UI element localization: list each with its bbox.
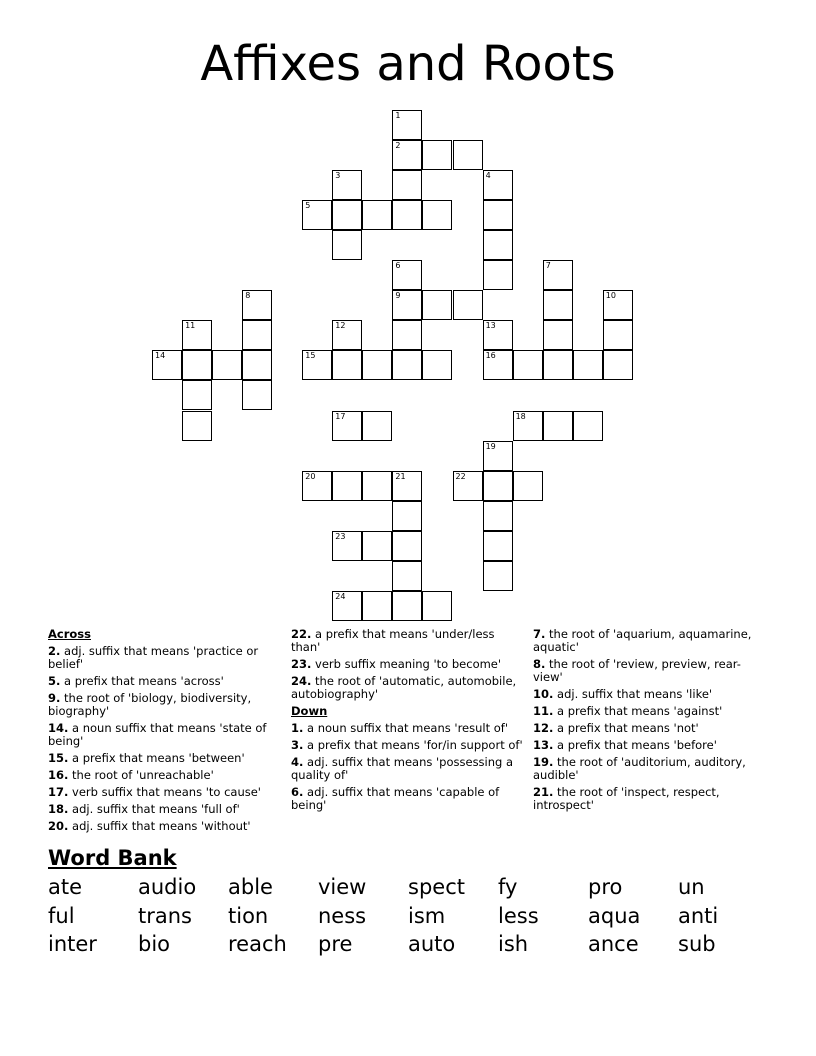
clue-across-23: 23. verb suffix meaning 'to become' [291, 657, 502, 671]
crossword-cell[interactable] [483, 320, 513, 350]
word-bank-item: reach [228, 932, 287, 956]
down-heading: Down [291, 704, 328, 718]
clue-number: 23 [335, 531, 346, 541]
word-bank-item: auto [408, 932, 456, 956]
crossword-cell[interactable] [332, 411, 362, 441]
crossword-cell[interactable] [392, 501, 422, 531]
clue-across-15: 15. a prefix that means 'between' [48, 751, 245, 765]
clues-column-1 [48, 628, 280, 837]
clue-number: 22 [455, 471, 466, 481]
clue-number: 17 [335, 411, 346, 421]
word-bank-item: un [678, 875, 705, 899]
crossword-cell[interactable] [362, 411, 392, 441]
crossword-cell[interactable] [392, 350, 422, 380]
crossword-cell[interactable] [302, 200, 332, 230]
crossword-cell[interactable] [332, 170, 362, 200]
crossword-cell[interactable] [332, 320, 362, 350]
crossword-cell[interactable] [603, 350, 633, 380]
crossword-cell[interactable] [483, 170, 513, 200]
clue-number: 3 [335, 171, 341, 181]
crossword-cell[interactable] [392, 531, 422, 561]
crossword-cell[interactable] [392, 320, 422, 350]
clue-across-2: 2. adj. suffix that means 'practice or belief' [48, 644, 259, 671]
word-bank-title: Word Bank [48, 846, 177, 870]
crossword-cell[interactable] [543, 411, 573, 441]
crossword-cell[interactable] [242, 380, 272, 410]
word-bank-item: spect [408, 875, 465, 899]
crossword-cell[interactable] [453, 290, 483, 320]
clue-down-21: 21. the root of 'inspect, respect, introspect' [533, 785, 720, 812]
clue-down-6: 6. adj. suffix that means 'capable of being' [291, 785, 500, 812]
crossword-cell[interactable] [392, 591, 422, 621]
crossword-cell[interactable] [362, 200, 392, 230]
word-bank-item: ance [588, 932, 639, 956]
clue-number: 6 [395, 261, 401, 271]
clue-across-20: 20. adj. suffix that means 'without' [48, 819, 251, 833]
crossword-cell[interactable] [422, 350, 452, 380]
word-bank [48, 873, 768, 959]
word-bank-item: less [498, 903, 539, 928]
word-bank-item: ness [318, 903, 367, 928]
crossword-cell[interactable] [182, 350, 212, 380]
crossword-cell[interactable] [302, 471, 332, 501]
crossword-cell[interactable] [513, 411, 543, 441]
word-bank-item: sub [678, 932, 716, 956]
crossword-cell[interactable] [392, 200, 422, 230]
word-bank-item: bio [138, 932, 171, 956]
crossword-cell[interactable] [392, 561, 422, 591]
crossword-cell[interactable] [182, 380, 212, 410]
clue-number: 20 [305, 471, 316, 481]
word-bank-item: pre [318, 932, 353, 956]
clue-number: 7 [545, 261, 551, 271]
clue-across-22: 22. a prefix that means 'under/less than' [291, 627, 495, 654]
word-bank-item: fy [498, 875, 518, 899]
page-title: Affixes and Roots [200, 36, 616, 92]
crossword-cell[interactable] [332, 230, 362, 260]
clue-number: 18 [515, 411, 526, 421]
clue-number: 16 [485, 351, 496, 361]
crossword-cell[interactable] [332, 591, 362, 621]
crossword-cell[interactable] [453, 471, 483, 501]
crossword-cell[interactable] [483, 441, 513, 471]
clue-down-8: 8. the root of 'review, preview, rear-view' [533, 657, 741, 684]
clue-across-16: 16. the root of 'unreachable' [48, 768, 214, 782]
clue-number: 9 [395, 291, 401, 301]
crossword-cell[interactable] [392, 170, 422, 200]
crossword-cell[interactable] [483, 260, 513, 290]
word-bank-item: anti [678, 903, 719, 928]
crossword-cell[interactable] [212, 350, 242, 380]
crossword-cell[interactable] [603, 290, 633, 320]
crossword-cell[interactable] [483, 531, 513, 561]
crossword-cell[interactable] [182, 411, 212, 441]
clue-number: 5 [305, 201, 311, 211]
crossword-cell[interactable] [543, 350, 573, 380]
clue-down-4: 4. adj. suffix that means 'possessing a quality of' [291, 755, 514, 782]
clue-number: 8 [245, 291, 251, 301]
clue-down-13: 13. a prefix that means 'before' [533, 738, 717, 752]
clue-number: 1 [395, 111, 401, 120]
crossword-cell[interactable] [392, 260, 422, 290]
crossword-cell[interactable] [483, 471, 513, 501]
crossword-cell[interactable] [543, 290, 573, 320]
crossword-cell[interactable] [152, 350, 182, 380]
crossword-cell[interactable] [242, 320, 272, 350]
clue-number: 15 [305, 351, 316, 361]
crossword-cell[interactable] [332, 200, 362, 230]
crossword-cell[interactable] [543, 260, 573, 290]
across-heading: Across [48, 627, 91, 641]
crossword-cell[interactable] [543, 320, 573, 350]
crossword-cell[interactable] [332, 471, 362, 501]
clue-number: 21 [395, 471, 406, 481]
crossword-cell[interactable] [603, 320, 633, 350]
crossword-cell[interactable] [422, 290, 452, 320]
word-bank-item: able [228, 875, 273, 899]
crossword-cell[interactable] [362, 471, 392, 501]
clue-across-24: 24. the root of 'automatic, automobile, autobiography' [291, 674, 517, 701]
clue-number: 24 [335, 591, 346, 601]
crossword-cell[interactable] [422, 591, 452, 621]
crossword-cell[interactable] [513, 350, 543, 380]
clue-down-7: 7. the root of 'aquarium, aquamarine, aquatic' [533, 627, 752, 654]
crossword-cell[interactable] [362, 531, 392, 561]
clue-down-1: 1. a noun suffix that means 'result of' [291, 721, 509, 735]
clue-across-9: 9. the root of 'biology, biodiversity, biography' [48, 691, 252, 718]
crossword-cell[interactable] [422, 200, 452, 230]
crossword-cell[interactable] [483, 501, 513, 531]
clue-down-11: 11. a prefix that means 'against' [533, 704, 723, 718]
clue-down-10: 10. adj. suffix that means 'like' [533, 687, 713, 701]
clue-down-19: 19. the root of 'auditorium, auditory, audible' [533, 755, 746, 782]
clue-down-3: 3. a prefix that means 'for/in support of' [291, 738, 523, 752]
crossword-cell[interactable] [573, 350, 603, 380]
clue-number: 4 [485, 171, 491, 181]
clues-column-2 [291, 628, 523, 816]
clue-number: 19 [485, 441, 496, 451]
word-bank-item: ate [48, 875, 83, 899]
clue-across-18: 18. adj. suffix that means 'full of' [48, 802, 240, 816]
word-bank-item: ish [498, 932, 529, 956]
crossword-cell[interactable] [242, 350, 272, 380]
clue-across-17: 17. verb suffix that means 'to cause' [48, 785, 261, 799]
crossword-cell[interactable] [513, 471, 543, 501]
clue-number: 14 [155, 351, 166, 361]
clue-down-12: 12. a prefix that means 'not' [533, 721, 699, 735]
clues-column-3 [533, 628, 765, 816]
word-bank-item: audio [138, 875, 197, 899]
crossword-cell[interactable] [483, 350, 513, 380]
clue-across-5: 5. a prefix that means 'across' [48, 674, 224, 688]
word-bank-item: inter [48, 932, 97, 956]
crossword-cell[interactable] [483, 561, 513, 591]
word-bank-item: view [318, 875, 367, 899]
crossword-cell[interactable] [302, 350, 332, 380]
crossword-cell[interactable] [392, 471, 422, 501]
clue-number: 12 [335, 321, 346, 331]
clue-number: 2 [395, 141, 401, 151]
crossword-cell[interactable] [332, 531, 362, 561]
clue-across-14: 14. a noun suffix that means 'state of being' [48, 721, 267, 748]
crossword-cell[interactable] [182, 320, 212, 350]
clue-number: 11 [185, 321, 196, 331]
word-bank-item: tion [228, 903, 269, 928]
crossword-cell[interactable] [392, 290, 422, 320]
crossword-cell[interactable] [362, 350, 392, 380]
word-bank-item: aqua [588, 903, 641, 928]
word-bank-item: ism [408, 903, 446, 928]
crossword-cell[interactable] [483, 230, 513, 260]
crossword-cell[interactable] [483, 200, 513, 230]
crossword-cell[interactable] [453, 140, 483, 170]
word-bank-item: pro [588, 875, 623, 899]
crossword-cell[interactable] [392, 110, 422, 140]
crossword-cell[interactable] [242, 290, 272, 320]
crossword-cell[interactable] [392, 140, 422, 170]
crossword-cell[interactable] [573, 411, 603, 441]
word-bank-item: trans [138, 903, 192, 928]
crossword-cell[interactable] [422, 140, 452, 170]
crossword-cell[interactable] [332, 350, 362, 380]
clue-number: 13 [485, 321, 496, 331]
clue-number: 10 [605, 291, 616, 301]
crossword-cell[interactable] [362, 591, 392, 621]
word-bank-item: ful [48, 903, 75, 928]
